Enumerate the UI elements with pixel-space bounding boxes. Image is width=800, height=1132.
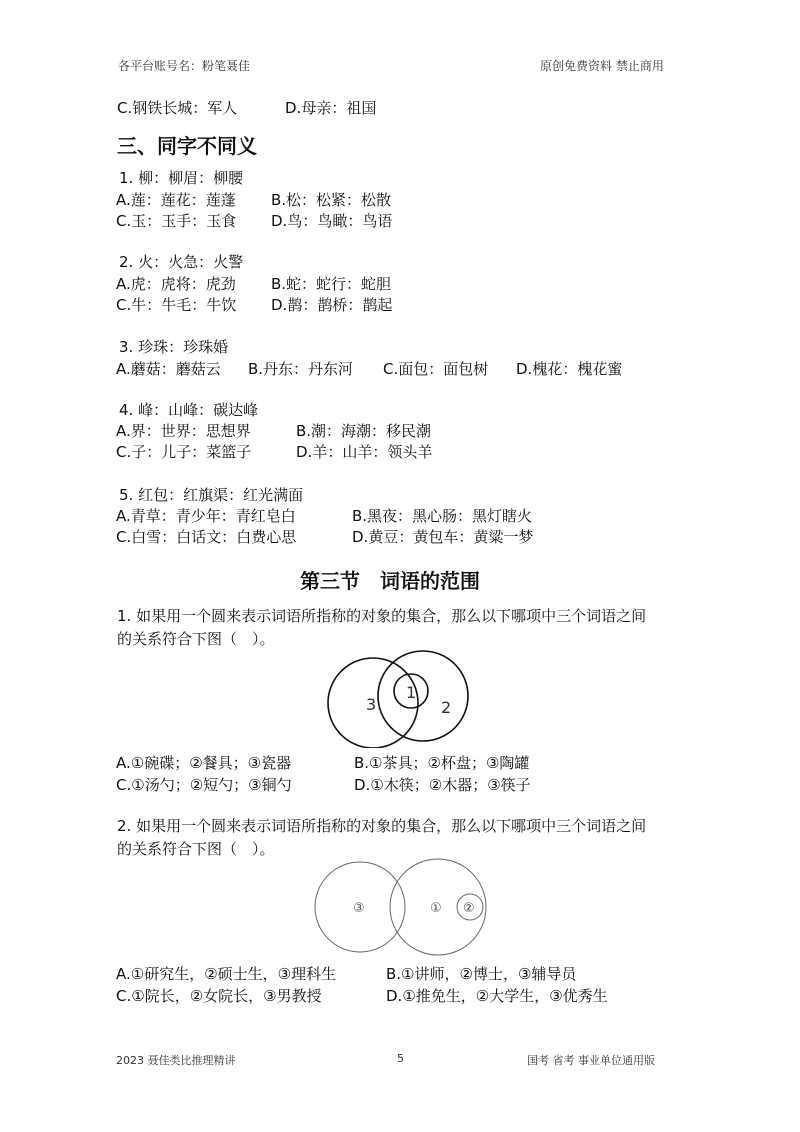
option-d: D.①推免生，②大学生，③优秀生 (386, 987, 608, 1005)
question-stem: 1. 柳：柳眉：柳腰 (119, 169, 244, 187)
venn-diagram (308, 855, 498, 960)
option-b: B.蛇：蛇行：蛇胆 (271, 275, 392, 293)
option-d: D.黄豆：黄包车：黄粱一梦 (352, 528, 534, 546)
option-c: C.玉：玉手：玉食 (116, 212, 237, 230)
question-stem-line: 2. 如果用一个圆来表示词语所指称的对象的集合，那么以下哪项中三个词语之间 (117, 817, 647, 835)
venn-label-3: ③ (353, 901, 365, 916)
question-stem: 5. 红包：红旗渠：红光满面 (119, 486, 304, 504)
option-b: B.黑夜：黑心肠：黑灯瞎火 (352, 507, 533, 525)
option-c: C.钢铁长城：军人 (117, 99, 238, 117)
option-a: A.青草：青少年：青红皂白 (116, 507, 296, 525)
header-left: 各平台账号名：粉笔聂佳 (118, 59, 251, 73)
option-b: B.松：松紧：松散 (271, 191, 392, 209)
option-d: D.槐花：槐花蜜 (516, 360, 623, 378)
header-right: 原创免费资料 禁止商用 (540, 59, 664, 73)
footer-right: 国考 省考 事业单位通用版 (527, 1054, 655, 1067)
question-stem: 3. 珍珠：珍珠婚 (119, 338, 229, 356)
question-stem: 2. 火：火急：火警 (119, 253, 244, 271)
option-d: D.羊：山羊：领头羊 (296, 443, 433, 461)
option-c: C.①汤勺；②短勺；③铜勺 (116, 776, 292, 794)
question-stem-line: 的关系符合下图（ ）。 (117, 630, 275, 648)
option-b: B.潮：海潮：移民潮 (296, 422, 432, 440)
option-a: A.虎：虎将：虎劲 (116, 275, 236, 293)
venn-label-2: ② (463, 901, 475, 916)
venn-diagram (318, 648, 478, 748)
option-a: A.莲：莲花：莲蓬 (116, 191, 236, 209)
option-a: A.①研究生，②硕士生，③理科生 (116, 965, 337, 983)
venn-label-2: 2 (441, 698, 452, 717)
option-d: D.鸟：鸟瞰：鸟语 (271, 212, 393, 230)
option-b: B.丹东：丹东河 (248, 360, 354, 378)
option-c: C.①院长，②女院长，③男教授 (116, 987, 322, 1005)
section-title: 第三节 词语的范围 (300, 569, 480, 593)
option-c: C.面包：面包树 (383, 360, 489, 378)
option-d: D.鹊：鹊桥：鹊起 (271, 296, 393, 314)
option-a: A.界：世界：思想界 (116, 422, 251, 440)
option-d: D.母亲：祖国 (285, 99, 377, 117)
option-b: B.①茶具；②杯盘；③陶罐 (354, 754, 530, 772)
option-b: B.①讲师，②博士，③辅导员 (386, 965, 577, 983)
page-number: 5 (397, 1052, 404, 1065)
question-stem-line: 的关系符合下图（ ）。 (117, 840, 275, 858)
option-a: A.①碗碟；②餐具；③瓷器 (116, 754, 292, 772)
footer-left: 2023 聂佳类比推理精讲 (116, 1054, 236, 1067)
question-stem: 4. 峰：山峰：碳达峰 (119, 401, 259, 419)
option-c: C.白雪：白话文：白费心思 (116, 528, 297, 546)
option-a: A.蘑菇：蘑菇云 (116, 360, 221, 378)
option-c: C.子：儿子：菜篮子 (116, 443, 252, 461)
venn-label-3: 3 (366, 695, 377, 714)
venn-circle-2 (378, 651, 468, 741)
question-stem-line: 1. 如果用一个圆来表示词语所指称的对象的集合，那么以下哪项中三个词语之间 (117, 607, 647, 625)
venn-label-1: 1 (406, 683, 417, 702)
option-c: C.牛：牛毛：牛饮 (116, 296, 237, 314)
option-d: D.①木筷；②木器；③筷子 (354, 776, 531, 794)
venn-label-1: ① (430, 901, 442, 916)
section-title: 三、同字不同义 (117, 134, 257, 158)
